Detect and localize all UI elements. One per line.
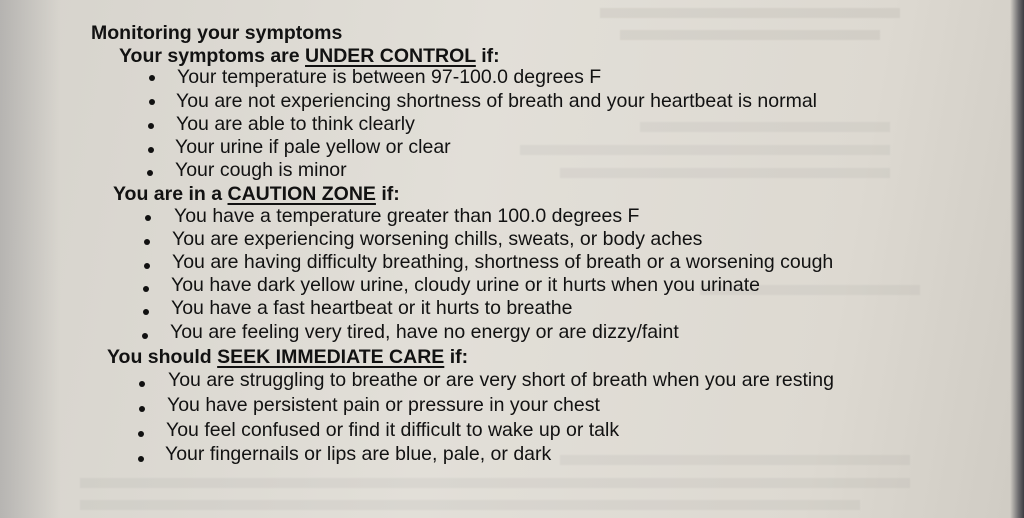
list-item: Your fingernails or lips are blue, pale, or dark: [165, 443, 552, 465]
bullet-icon: [147, 170, 153, 176]
section-heading-prefix: You should: [107, 346, 218, 368]
list-item: You have persistent pain or pressure in your chest: [167, 394, 600, 416]
section-heading-label: SEEK IMMEDIATE CARE: [217, 346, 445, 368]
section-heading-suffix: if:: [375, 183, 400, 205]
bullet-icon: [145, 215, 151, 221]
list-item: Your temperature is between 97-100.0 degrees F: [177, 66, 602, 88]
list-item: You have a temperature greater than 100.0 degrees F: [174, 205, 640, 227]
section-heading-label: CAUTION ZONE: [227, 183, 376, 205]
section-heading-suffix: if:: [444, 346, 469, 368]
list-item: You are experiencing worsening chills, sweats, or body aches: [172, 228, 703, 250]
bullet-icon: [148, 147, 154, 153]
list-item: You are having difficulty breathing, shortness of breath or a worsening cough: [172, 251, 834, 273]
book-spine-edge: [1010, 0, 1024, 518]
bullet-icon: [142, 333, 148, 339]
section-heading-prefix: You are in a: [113, 183, 228, 205]
list-item: You have dark yellow urine, cloudy urine or it hurts when you urinate: [171, 274, 760, 296]
list-item: Your urine if pale yellow or clear: [175, 136, 451, 158]
bullet-icon: [148, 123, 154, 129]
bullet-icon: [138, 431, 144, 437]
list-item: You are able to think clearly: [176, 113, 415, 135]
bullet-icon: [138, 456, 144, 462]
bullet-icon: [143, 309, 149, 315]
list-item: Your cough is minor: [175, 159, 347, 181]
section-heading-caution-zone: [113, 183, 400, 205]
section-heading-prefix: Your symptoms are: [119, 45, 306, 67]
bullet-icon: [144, 263, 150, 269]
bullet-icon: [143, 286, 149, 292]
list-item: You are feeling very tired, have no energy or are dizzy/faint: [170, 321, 679, 343]
section-heading-suffix: if:: [475, 45, 500, 67]
list-item: You are struggling to breathe or are very short of breath when you are resting: [168, 369, 834, 391]
list-item: You have a fast heartbeat or it hurts to breathe: [171, 297, 573, 319]
section-heading-seek-immediate-care: [107, 346, 468, 368]
list-item: You feel confused or find it difficult to wake up or talk: [166, 419, 620, 441]
bullet-icon: [149, 75, 155, 81]
section-heading-under-control: [119, 45, 500, 67]
bullet-icon: [139, 381, 145, 387]
bullet-icon: [149, 99, 155, 105]
list-item: You are not experiencing shortness of breath and your heartbeat is normal: [176, 90, 818, 112]
section-heading-label: UNDER CONTROL: [305, 45, 476, 67]
document-title: Monitoring your symptoms: [91, 22, 343, 44]
bullet-icon: [144, 239, 150, 245]
bullet-icon: [139, 406, 145, 412]
